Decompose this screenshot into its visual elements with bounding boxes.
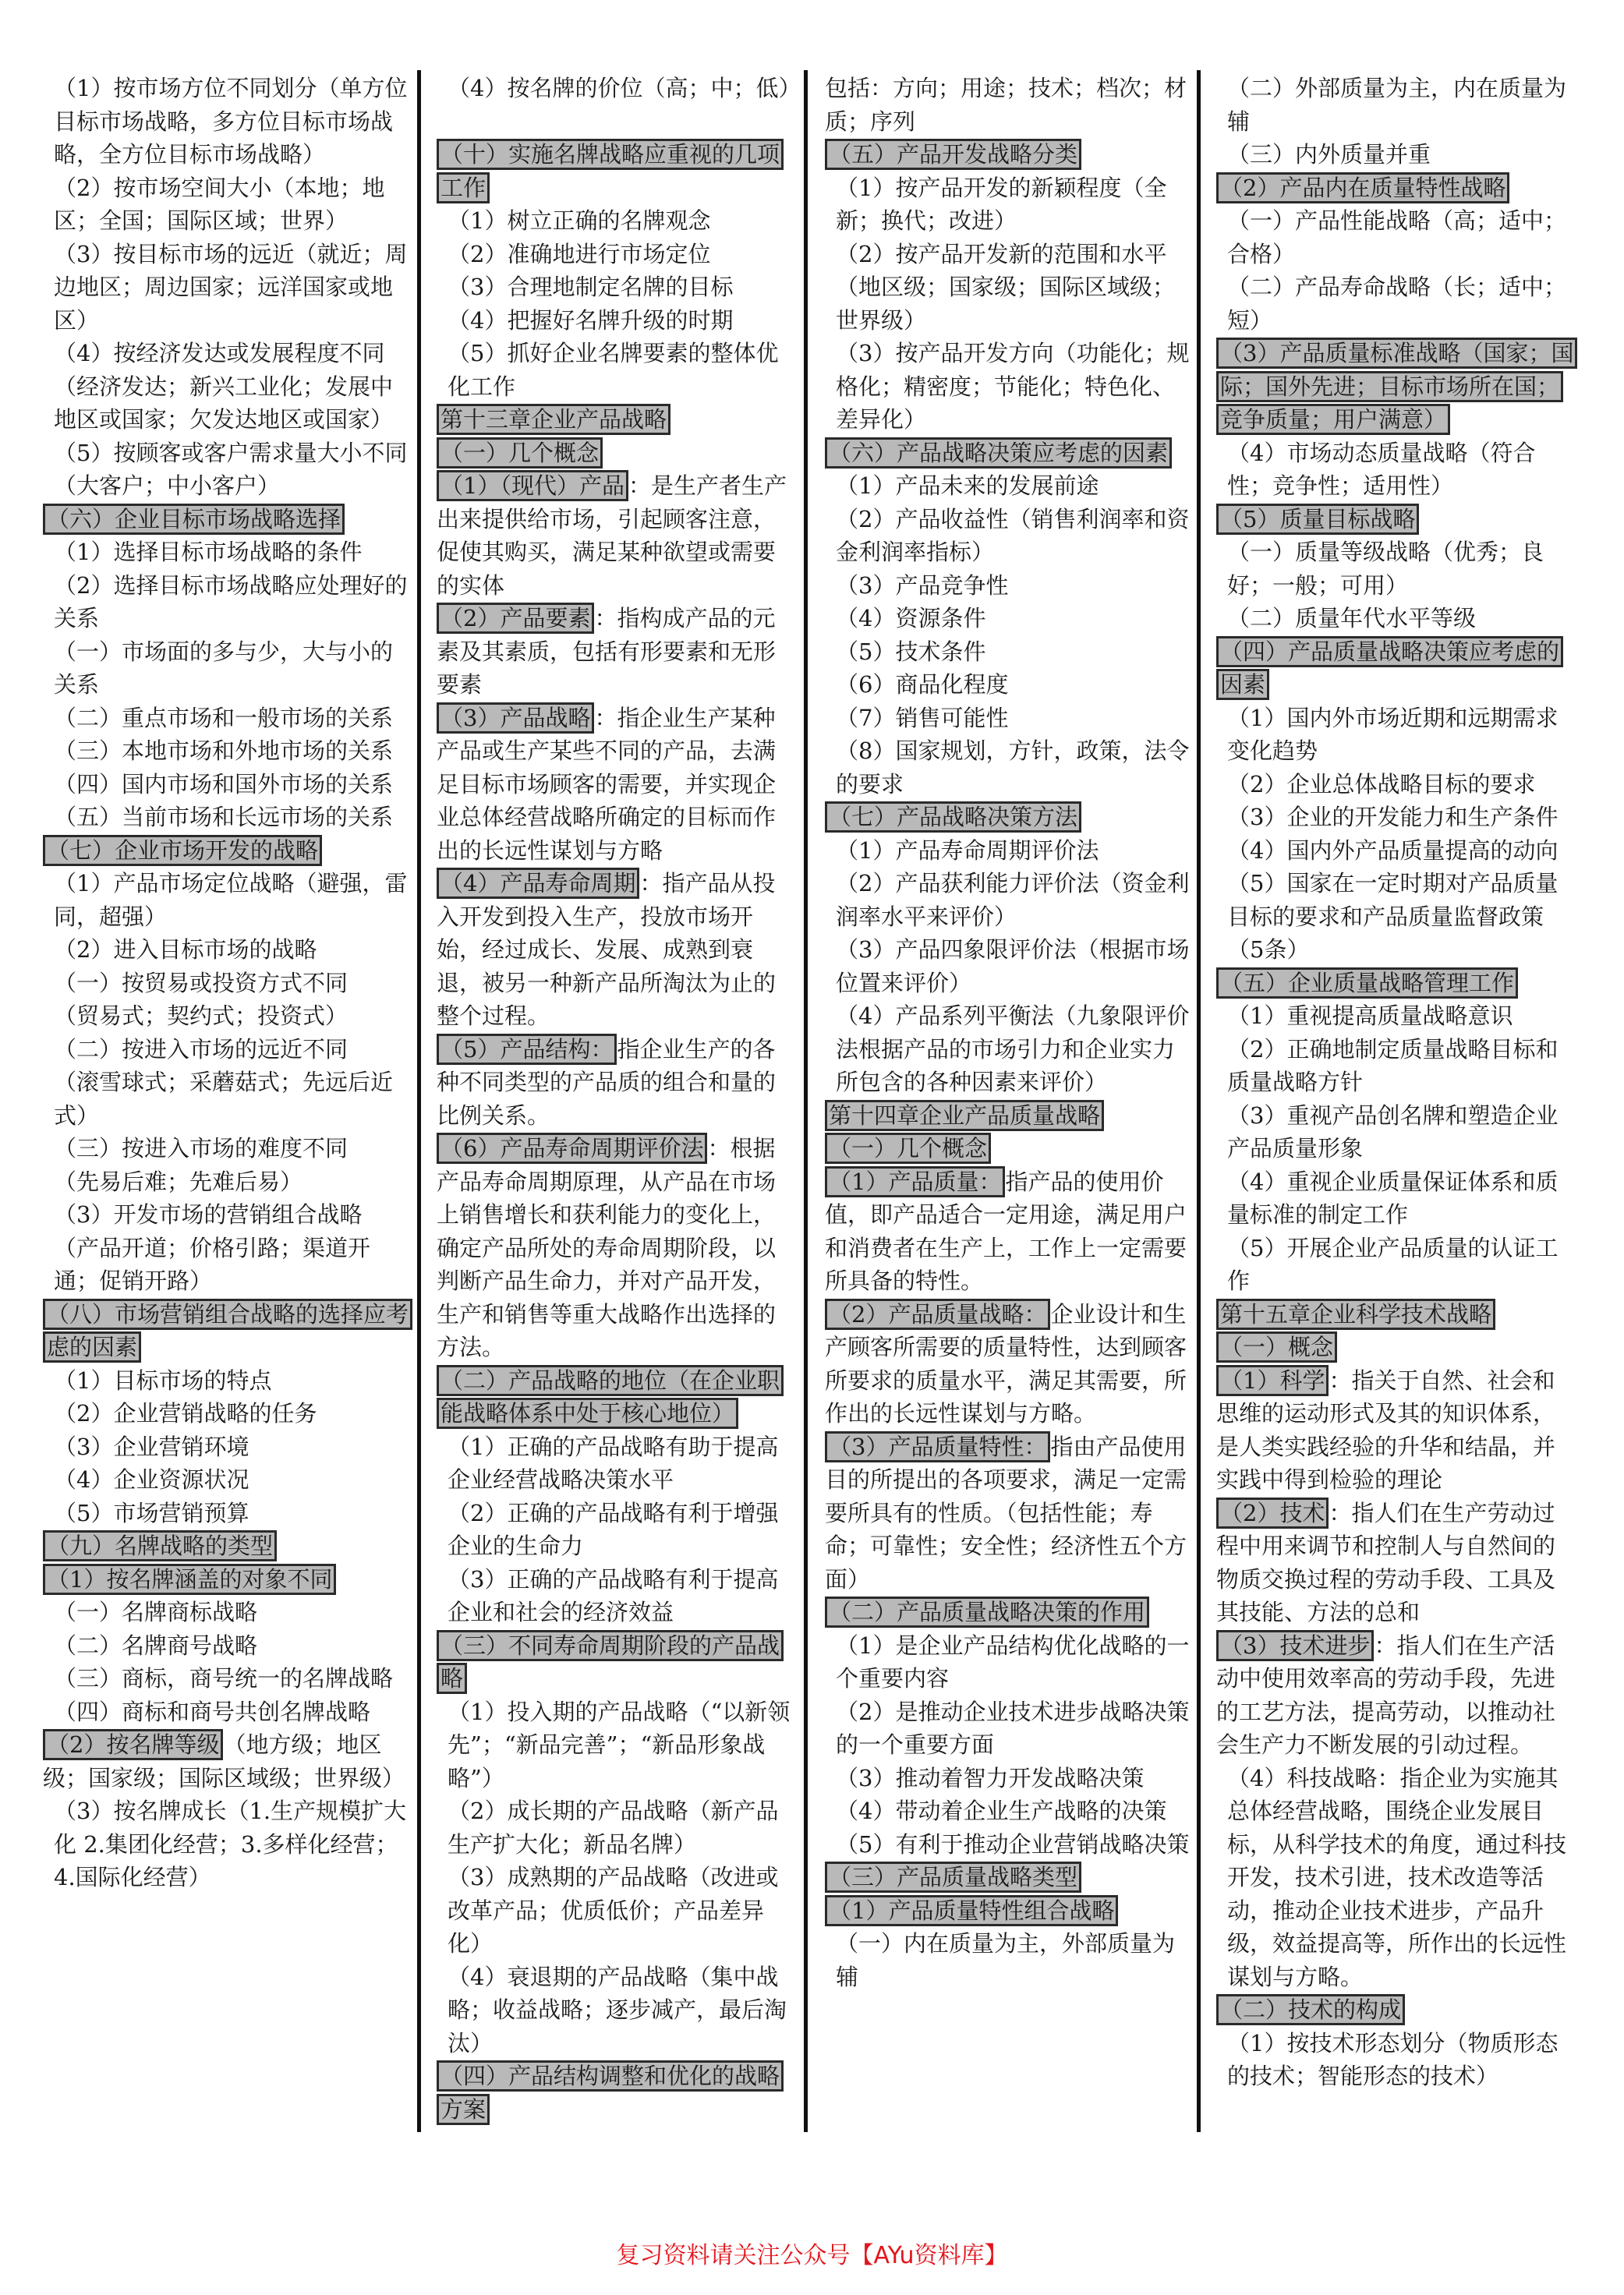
term-text: ：指产品从投入开发到投入生产，投放市场开始，经过成长、发展、成熟到衰退，被另一种新产品所淘汰为止的整个过程。 [437, 870, 777, 1029]
list-item [825, 172, 1191, 238]
item-text: （四）国内市场和国外市场的关系 [54, 770, 394, 797]
section-heading [1216, 967, 1576, 1000]
item-text: （三）内外质量并重 [1227, 141, 1431, 168]
term-definition [437, 469, 797, 602]
item-text: （1）按产品开发的新颖程度（全新；换代；改进） [836, 174, 1167, 234]
list-item [437, 1497, 797, 1563]
list-item [437, 204, 797, 238]
item-text: （二）名牌商号战略 [54, 1632, 258, 1659]
list-item [825, 734, 1191, 801]
list-item [825, 834, 1191, 868]
item-text: （2）是推动企业技术进步战略决策的一个重要方面 [836, 1698, 1190, 1758]
item-text: （3）成熟期的产品战略（改进或改革产品；优质低价；产品差异化） [448, 1864, 779, 1957]
section-heading [1216, 503, 1576, 536]
list-item [43, 768, 409, 801]
item-text: （3）产品竞争性 [836, 571, 1009, 599]
term-text: ：指人们在生产活动中使用效率高的劳动手段，先进的工艺方法，提高劳动，以推动社会生产力不断发展的引动过程。 [1216, 1632, 1556, 1758]
list-item [437, 1430, 797, 1497]
item-text: （5）市场营销预算 [54, 1499, 249, 1526]
list-item [43, 1497, 409, 1530]
item-text: （5条） [1227, 936, 1310, 963]
list-item [437, 337, 797, 403]
list-item [43, 801, 409, 834]
column-1 [43, 72, 409, 1894]
section-heading [1216, 1331, 1576, 1364]
term-text: ：指关于自然、社会和思维的运动形式及其的知识体系，是人类实践经验的升华和结晶，并实践中得到检验的理论 [1216, 1367, 1556, 1493]
list-item [1216, 702, 1576, 768]
term-label: （1）（现代）产品 [437, 470, 628, 501]
section-heading [825, 1894, 1191, 1928]
term-text: 指由产品使用目的所提出的各项要求，满足一定需要所具有的性质。（包括性能；寿命；可靠性；安全性；经济性五个方面） [825, 1433, 1187, 1593]
list-item [437, 1961, 797, 2060]
item-text: （4）产品系列平衡法（九象限评价法根据产品的市场引力和企业实力所包含的各种因素来评价） [836, 1003, 1190, 1095]
section-heading [825, 801, 1191, 834]
heading-highlight: （八）市场营销组合战略的选择应考虑的因素 [43, 1299, 412, 1363]
item-text: （4）国内外产品质量提高的动向 [1227, 836, 1559, 864]
term-label: （4）产品寿命周期 [437, 868, 639, 899]
term-text: ：根据产品寿命周期原理，从产品在市场上销售增长和获利能力的变化上，确定产品所处的寿命周期阶段，以判断产品生命力，并对产品开发，生产和销售等重大战略作出选择的方法。 [437, 1135, 777, 1360]
list-item [1216, 1762, 1576, 1994]
item-text: （产品开道；价格引路；渠道开通；促销开路） [54, 1234, 371, 1294]
list-item [43, 867, 409, 933]
list-item [825, 503, 1191, 569]
list-item [43, 1596, 409, 1629]
term-text: ：指人们在生产劳动过程中用来调节和控制人与自然间的物质交换过程的劳动手段、工具及其技能、方法的总和 [1216, 1499, 1556, 1625]
list-item [43, 1066, 409, 1132]
heading-highlight: （一）几个概念 [437, 437, 603, 469]
term-label: （3）产品质量特性： [825, 1431, 1050, 1462]
section-heading [825, 1132, 1191, 1165]
list-item [43, 437, 409, 503]
heading-highlight: （1）按名牌涵盖的对象不同 [43, 1564, 336, 1595]
list-item [43, 536, 409, 569]
item-text: （2）企业总体战略目标的要求 [1227, 770, 1536, 797]
item-text: （2）选择目标市场战略应处理好的关系 [54, 571, 408, 631]
section-heading [1216, 1993, 1576, 2027]
list-item [825, 1629, 1191, 1696]
item-text: （6）商品化程度 [836, 671, 1009, 698]
item-text: （5）抓好企业名牌要素的整体优化工作 [448, 340, 779, 400]
term-text: ：指构成产品的元素及其素质，包括有形要素和无形要素 [437, 605, 777, 698]
term-label: （2）产品要素 [437, 603, 594, 634]
column-4 [1216, 72, 1576, 2093]
list-item [43, 337, 409, 437]
list-item [43, 1165, 409, 1199]
term-definition [437, 867, 797, 1033]
list-item [1216, 138, 1576, 172]
list-item [43, 1795, 409, 1894]
list-item [43, 569, 409, 635]
item-text: （2）正确的产品战略有利于增强企业的生命力 [448, 1499, 779, 1559]
item-text: （4）企业资源状况 [54, 1466, 249, 1493]
item-text: （2）产品获利能力评价法（资金利润率水平来评价） [836, 870, 1190, 930]
item-text: （8）国家规划，方针，政策，法令的要求 [836, 737, 1190, 797]
item-text: （五）当前市场和长远市场的关系 [54, 804, 394, 830]
heading-highlight: （1）产品质量特性组合战略 [825, 1895, 1118, 1926]
column-divider-1 [417, 70, 421, 2132]
list-item [1216, 1165, 1576, 1232]
section-heading [437, 138, 797, 204]
item-text: （1）产品市场定位战略（避强，雷同，超强） [54, 870, 408, 930]
item-text: （一）按贸易或投资方式不同 [54, 969, 349, 996]
list-item [825, 1828, 1191, 1862]
heading-highlight: 第十五章企业科学技术战略 [1216, 1299, 1495, 1330]
list-item [1216, 999, 1576, 1033]
item-text: （滚雪球式；采蘑菇式；先远后近式） [54, 1069, 394, 1129]
list-item [43, 933, 409, 967]
list-item [825, 999, 1191, 1099]
term-definition [437, 1132, 797, 1364]
item-text: （3）企业营销环境 [54, 1433, 249, 1460]
item-text: （3）按产品开发方向（功能化；规格化；精密度；节能化；特色化、差异化） [836, 340, 1190, 433]
item-text: （4）带动着企业生产战略的决策 [836, 1798, 1167, 1824]
list-item [1216, 1099, 1576, 1165]
list-item [43, 734, 409, 768]
term-label: （5）产品结构： [437, 1034, 617, 1065]
term-text: 指产品的使用价值，即产品适合一定用途，满足用户和消费者在生产上，工作上一定需要所具备的特性。 [825, 1168, 1187, 1294]
item-text: （1）选择目标市场战略的条件 [54, 539, 363, 565]
term-text: （地方级；地区级；国家级；国际区域级；世界级） [43, 1731, 405, 1791]
list-item [825, 1927, 1191, 1993]
list-item [43, 1198, 409, 1232]
section-heading [825, 1596, 1191, 1629]
item-text: （3）开发市场的营销组合战略 [54, 1201, 363, 1228]
item-text: （5）按顾客或客户需求量大小不同（大客户；中小客户） [54, 439, 408, 499]
term-definition [825, 1430, 1191, 1597]
list-item [825, 635, 1191, 669]
list-item [437, 271, 797, 304]
list-item [437, 1795, 797, 1861]
item-text: （三）商标，商号统一的名牌战略 [54, 1665, 394, 1692]
item-text: （5）国家在一定时期对产品质量目标的要求和产品质量监督政策 [1227, 870, 1559, 930]
list-item [43, 172, 409, 238]
term-text: ：是生产者生产出来提供给市场，引起顾客注意，促使其购买，满足某种欲望或需要的实体 [437, 472, 787, 599]
list-item [43, 72, 409, 172]
heading-highlight: （5）质量目标战略 [1216, 504, 1419, 535]
item-text: （1）重视提高质量战略意识 [1227, 1003, 1513, 1029]
heading-highlight: 第十三章企业产品战略 [437, 404, 670, 435]
list-item [825, 602, 1191, 635]
section-heading [1216, 172, 1576, 205]
list-item [1216, 536, 1576, 602]
item-text: （2）成长期的产品战略（新产品生产扩大化；新品名牌） [448, 1798, 779, 1858]
item-text: （一）质量等级战略（优秀；良好；一般；可用） [1227, 539, 1544, 599]
section-heading [437, 437, 797, 470]
item-text: （3）重视产品创名牌和塑造企业产品质量形象 [1227, 1102, 1559, 1162]
item-text: （3）企业的开发能力和生产条件 [1227, 804, 1559, 830]
section-heading [825, 138, 1191, 172]
list-item [437, 1861, 797, 1961]
term-label: （2）按名牌等级 [43, 1729, 223, 1760]
list-item [43, 1463, 409, 1497]
term-definition [825, 1298, 1191, 1430]
list-item [437, 304, 797, 338]
list-item [825, 1696, 1191, 1762]
list-item [825, 72, 1191, 138]
item-text: （1）是企业产品结构优化战略的一个重要内容 [836, 1632, 1190, 1692]
item-text: （3）按名牌成长（1.生产规模扩大化 2.集团化经营；3.多样化经营；4.国际化经营） [54, 1798, 407, 1890]
section-heading [43, 1529, 409, 1563]
item-text: （二）外部质量为主，内在质量为辅 [1227, 75, 1567, 135]
list-item [1216, 271, 1576, 337]
term-definition [1216, 1629, 1576, 1762]
heading-highlight: （三）不同寿命周期阶段的产品战略 [437, 1630, 784, 1695]
list-item [43, 1629, 409, 1663]
heading-highlight: （一）几个概念 [825, 1133, 991, 1164]
list-item [43, 702, 409, 735]
term-label: （1）科学 [1216, 1365, 1329, 1396]
list-item [437, 1563, 797, 1629]
heading-highlight: （二）产品战略的地位（在企业职能战略体系中处于核心地位） [437, 1365, 784, 1430]
list-item [1216, 2027, 1576, 2093]
heading-highlight: （五）产品开发战略分类 [825, 139, 1081, 170]
list-item [825, 933, 1191, 999]
heading-highlight: （三）产品质量战略类型 [825, 1862, 1081, 1893]
item-text: （1）投入期的产品战略（“以新领先”；“新品完善”；“新品形象战略”） [448, 1698, 791, 1791]
item-text: （4）衰退期的产品战略（集中战略；收益战略；逐步减产，最后淘汰） [448, 1963, 787, 2056]
list-item [437, 72, 801, 105]
heading-highlight: （四）产品质量战略决策应考虑的因素 [1216, 636, 1563, 701]
term-definition [1216, 1497, 1576, 1629]
section-heading [1216, 635, 1576, 702]
column-divider-2 [804, 70, 808, 2132]
item-text: （4）市场动态质量战略（符合性；竞争性；适用性） [1227, 439, 1536, 499]
term-label: （3）技术进步 [1216, 1630, 1374, 1661]
list-item [1216, 72, 1576, 138]
heading-highlight: （七）企业市场开发的战略 [43, 835, 322, 866]
section-heading [1216, 1298, 1576, 1331]
term-label: （6）产品寿命周期评价法 [437, 1133, 707, 1164]
column-divider-3 [1197, 70, 1201, 2132]
term-text: 指企业生产的各种不同类型的产品质的组合和量的比例关系。 [437, 1035, 777, 1129]
item-text: （3）合理地制定名牌的目标 [448, 274, 734, 300]
term-text: ：指企业生产某种产品或生产某些不同的产品，去满足目标市场顾客的需要，并实现企业总体经营战略所确定的目标而作出的长远性谋划与方略 [437, 704, 777, 864]
item-text: （4）科技战略：指企业为实施其总体经营战略，围绕企业发展目标，从科学技术的角度，通过科技开发，技术引进，技术改造等活动，推动企业技术进步，产品升级，效益提高等，所作出的长远性谋划与方略。 [1227, 1764, 1567, 1990]
list-item [43, 1430, 409, 1464]
heading-highlight: （九）名牌战略的类型 [43, 1530, 277, 1561]
list-item [437, 238, 797, 271]
item-text: （3）推动着智力开发战略决策 [836, 1764, 1145, 1791]
heading-highlight: （3）产品质量标准战略（国家；国际；国外先进；目标市场所在国；竞争质量；用户满意） [1216, 338, 1577, 435]
item-text: （4）按经济发达或发展程度不同（经济发达；新兴工业化；发展中地区或国家；欠发达地区或国家） [54, 340, 394, 433]
heading-highlight: （六）企业目标市场战略选择 [43, 504, 345, 535]
item-text: （1）产品未来的发展前途 [836, 472, 1099, 499]
spacer [437, 105, 797, 139]
term-definition [437, 602, 797, 702]
section-heading [825, 1861, 1191, 1894]
list-item [1216, 602, 1576, 635]
list-item [825, 702, 1191, 735]
footer-notice: 复习资料请关注公众号【AYu资料库】 [616, 2242, 1008, 2269]
item-text: （2）产品收益性（销售利润率和资金利润率指标） [836, 505, 1190, 565]
item-text: （5）技术条件 [836, 638, 986, 665]
list-item [43, 238, 409, 338]
section-heading [43, 503, 409, 536]
item-text: （二）重点市场和一般市场的关系 [54, 704, 394, 731]
item-text: （一）市场面的多与少，大与小的关系 [54, 638, 394, 698]
list-item [43, 967, 409, 1000]
list-item [43, 1364, 409, 1398]
section-heading [825, 1099, 1191, 1133]
list-item [825, 867, 1191, 933]
item-text: （7）销售可能性 [836, 704, 1009, 731]
item-text: （2）进入目标市场的战略 [54, 936, 317, 963]
list-item [1216, 204, 1576, 271]
item-text: （2）按市场空间大小（本地；地区；全国；国际区域；世界） [54, 174, 385, 234]
item-text: （4）把握好名牌升级的时期 [448, 306, 734, 334]
section-heading [825, 437, 1191, 470]
section-heading [437, 1629, 797, 1696]
item-text: （1）目标市场的特点 [54, 1367, 272, 1394]
section-heading [437, 1364, 797, 1430]
item-text: （2）准确地进行市场定位 [448, 240, 711, 267]
list-item [825, 1762, 1191, 1795]
list-item [43, 1662, 409, 1696]
list-item [1216, 1232, 1576, 1298]
list-item [43, 1232, 409, 1298]
list-item [1216, 768, 1576, 801]
item-text: （4）按名牌的价位（高；中；低） [448, 75, 801, 101]
list-item [825, 337, 1191, 437]
item-text: （二）产品寿命战略（长；适中；短） [1227, 274, 1567, 334]
list-item [43, 1033, 409, 1066]
term-label: （3）产品战略 [437, 702, 594, 734]
list-item [43, 1132, 409, 1165]
list-item [43, 1696, 409, 1729]
item-text: （2）企业营销战略的任务 [54, 1400, 317, 1427]
term-definition [43, 1728, 409, 1795]
section-heading [43, 834, 409, 868]
heading-highlight: （十）实施名牌战略应重视的几项工作 [437, 139, 784, 203]
section-heading [43, 1563, 409, 1597]
item-text: （3）正确的产品战略有利于提高企业和社会的经济效益 [448, 1565, 779, 1625]
item-text: 包括：方向；用途；技术；档次；材质；序列 [825, 75, 1187, 135]
list-item [437, 1696, 797, 1795]
item-text: （2）正确地制定质量战略目标和质量战略方针 [1227, 1035, 1559, 1095]
section-heading [437, 403, 797, 437]
item-text: （四）商标和商号共创名牌战略 [54, 1698, 371, 1725]
list-item [43, 999, 409, 1033]
section-heading [437, 2060, 797, 2126]
item-text: （2）按产品开发新的范围和水平（地区级；国家级；国际区域级；世界级） [836, 240, 1176, 334]
item-text: （3）产品四象限评价法（根据市场位置来评价） [836, 936, 1190, 996]
item-text: （1）产品寿命周期评价法 [836, 836, 1099, 864]
item-text: （一）产品性能战略（高；适中；合格） [1227, 207, 1567, 267]
item-text: （三）本地市场和外地市场的关系 [54, 737, 394, 764]
list-item [43, 1397, 409, 1430]
list-item [825, 238, 1191, 338]
list-item [825, 1795, 1191, 1828]
list-item [1216, 801, 1576, 834]
item-text: （5）开展企业产品质量的认证工作 [1227, 1234, 1559, 1294]
section-heading [43, 1298, 409, 1364]
item-text: （二）按进入市场的远近不同 [54, 1035, 349, 1063]
item-text: （二）质量年代水平等级 [1227, 605, 1477, 631]
heading-highlight: （一）概念 [1216, 1331, 1337, 1363]
list-item [825, 668, 1191, 702]
column-3 [825, 72, 1191, 1993]
item-text: （先易后难；先难后易） [54, 1168, 303, 1195]
item-text: （4）重视企业质量保证体系和质量标准的制定工作 [1227, 1168, 1559, 1228]
term-label: （2）技术 [1216, 1498, 1329, 1529]
list-item [1216, 437, 1576, 503]
item-text: （1）按市场方位不同划分（单方位目标市场战略，多方位目标市场战略，全方位目标市场战略） [54, 75, 408, 168]
heading-highlight: （七）产品战略决策方法 [825, 801, 1081, 833]
heading-highlight: （五）企业质量战略管理工作 [1216, 967, 1518, 999]
term-definition [1216, 1364, 1576, 1497]
list-item [825, 569, 1191, 603]
term-text: 企业设计和生产顾客所需要的质量特性，达到顾客所要求的质量水平，满足其需要，所作出的长远性谋划与方略。 [825, 1300, 1187, 1427]
item-text: （3）按目标市场的远近（就近；周边地区；周边国家；远洋国家或地区） [54, 240, 408, 334]
term-label: （2）产品质量战略： [825, 1299, 1050, 1330]
heading-highlight: 第十四章企业产品质量战略 [825, 1100, 1104, 1131]
item-text: （贸易式；契约式；投资式） [54, 1003, 349, 1029]
item-text: （1）国内外市场近期和远期需求变化趋势 [1227, 704, 1559, 764]
item-text: （一）名牌商标战略 [54, 1599, 258, 1625]
item-text: （4）资源条件 [836, 605, 986, 631]
item-text: （1）树立正确的名牌观念 [448, 207, 711, 234]
section-heading [1216, 337, 1576, 437]
list-item [1216, 933, 1576, 967]
list-item [825, 469, 1191, 503]
column-2 [437, 72, 801, 2126]
item-text: （1）按技术形态划分（物质形态的技术；智能形态的技术） [1227, 2029, 1559, 2089]
heading-highlight: （六）产品战略决策应考虑的因素 [825, 437, 1172, 469]
heading-highlight: （四）产品结构调整和优化的战略方案 [437, 2060, 784, 2125]
list-item [1216, 867, 1576, 933]
term-definition [437, 1033, 797, 1133]
item-text: （三）按进入市场的难度不同 [54, 1135, 349, 1162]
term-definition [825, 1165, 1191, 1298]
term-definition [437, 702, 797, 868]
list-item [1216, 834, 1576, 868]
term-label: （1）产品质量： [825, 1166, 1005, 1197]
heading-highlight: （2）产品内在质量特性战略 [1216, 172, 1509, 203]
item-text: （一）内在质量为主，外部质量为辅 [836, 1930, 1176, 1990]
item-text: （5）有利于推动企业营销战略决策 [836, 1830, 1190, 1858]
list-item [1216, 1033, 1576, 1099]
heading-highlight: （二）技术的构成 [1216, 1994, 1405, 2025]
heading-highlight: （二）产品质量战略决策的作用 [825, 1597, 1149, 1628]
list-item [43, 635, 409, 702]
item-text: （1）正确的产品战略有助于提高企业经营战略决策水平 [448, 1433, 779, 1493]
